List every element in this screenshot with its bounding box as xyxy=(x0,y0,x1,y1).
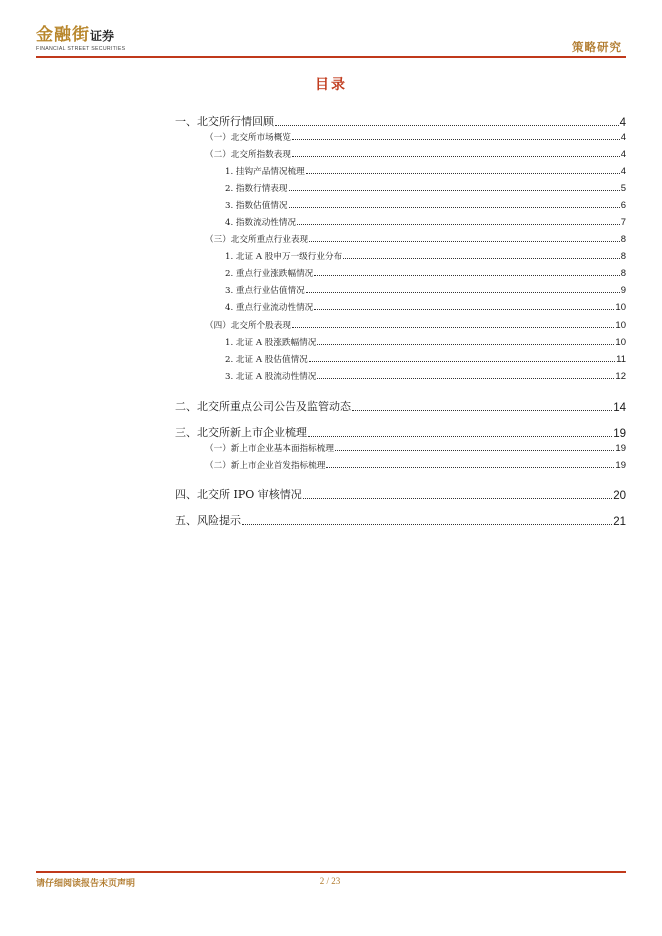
logo-cn-sub: 证券 xyxy=(90,29,115,43)
toc-leader-dots xyxy=(306,292,620,293)
toc-entry-page: 7 xyxy=(620,217,626,228)
toc-leader-dots xyxy=(335,450,615,451)
toc-entry[interactable] xyxy=(225,267,626,279)
toc-entry[interactable] xyxy=(225,182,626,194)
toc-entry-label: 1. 北证 A 股涨跌幅情况 xyxy=(225,338,317,348)
toc-entry-label: 2. 重点行业涨跌幅情况 xyxy=(225,269,314,279)
toc-leader-dots xyxy=(317,344,614,345)
toc-entry-page: 19 xyxy=(613,428,626,440)
toc-entry[interactable] xyxy=(225,336,626,348)
toc-entry[interactable] xyxy=(225,370,626,382)
toc-leader-dots xyxy=(306,173,620,174)
toc-entry-page: 4 xyxy=(620,149,626,160)
toc-entry[interactable] xyxy=(175,486,626,502)
toc-leader-dots xyxy=(303,498,612,499)
toc-entry-label: 3. 重点行业估值情况 xyxy=(225,286,305,296)
toc-entry-label: （四）北交所个股表现 xyxy=(205,321,291,331)
toc-entry-page: 21 xyxy=(613,516,626,528)
toc-entry[interactable] xyxy=(205,442,626,454)
toc-entry-label: （二）北交所指数表现 xyxy=(205,150,291,160)
toc-leader-dots xyxy=(308,436,612,437)
toc-entry-label: 4. 重点行业流动性情况 xyxy=(225,303,314,313)
page-indicator: 2 / 23 xyxy=(319,876,341,886)
toc-entry-label: （二）新上市企业首发指标梳理 xyxy=(205,461,326,471)
toc-entry[interactable] xyxy=(205,233,626,245)
toc-entry[interactable] xyxy=(225,199,626,211)
toc-entry-page: 11 xyxy=(616,354,626,365)
toc-entry-page: 10 xyxy=(615,337,626,348)
toc-entry[interactable] xyxy=(175,512,626,528)
toc-entry-label: 3. 指数估值情况 xyxy=(225,201,288,211)
toc-entry-page: 8 xyxy=(620,251,626,262)
toc-leader-dots xyxy=(292,327,614,328)
toc-entry-page: 12 xyxy=(615,371,626,382)
toc-entry-page: 8 xyxy=(620,268,626,279)
toc-entry-label: 1. 挂钩产品情况梳理 xyxy=(225,167,305,177)
toc-entry-page: 10 xyxy=(615,320,626,331)
toc-entry[interactable] xyxy=(205,148,626,160)
footer-divider xyxy=(36,871,626,873)
logo-cn-text: 金融街 xyxy=(36,25,90,45)
toc-entry-label: （一）新上市企业基本面指标梳理 xyxy=(205,444,334,454)
toc-entry-label: （一）北交所市场概览 xyxy=(205,133,291,143)
toc-leader-dots xyxy=(309,241,620,242)
toc-entry-page: 19 xyxy=(615,460,626,471)
toc-leader-dots xyxy=(292,139,620,140)
toc-leader-dots xyxy=(289,207,620,208)
toc-leader-dots xyxy=(242,524,612,525)
toc-entry-label: 3. 北证 A 股流动性情况 xyxy=(225,372,317,382)
toc-entry[interactable] xyxy=(175,398,626,414)
toc-entry-label: 2. 指数行情表现 xyxy=(225,184,288,194)
toc-entry[interactable] xyxy=(225,353,626,365)
footer-disclaimer: 请仔细阅读报告末页声明 xyxy=(36,879,136,889)
toc-entry[interactable] xyxy=(225,284,626,296)
toc-entry[interactable] xyxy=(205,131,626,143)
toc-entry-page: 8 xyxy=(620,234,626,245)
page-header xyxy=(0,0,662,62)
toc-entry[interactable] xyxy=(175,424,626,440)
toc-leader-dots xyxy=(352,410,612,411)
toc-entry-label: 一、北交所行情回顾 xyxy=(175,115,274,128)
toc-entry-label: （三）北交所重点行业表现 xyxy=(205,235,309,245)
logo-en-text: FINANCIAL STREET SECURITIES xyxy=(36,46,126,52)
toc-entry-label: 1. 北证 A 股申万一级行业分布 xyxy=(225,252,343,262)
toc-entry-page: 14 xyxy=(613,402,626,414)
toc-leader-dots xyxy=(314,309,614,310)
toc-entry-label: 4. 指数流动性情况 xyxy=(225,218,297,228)
toc-entry[interactable] xyxy=(225,165,626,177)
toc-entry-label: 二、北交所重点公司公告及监管动态 xyxy=(175,400,351,413)
toc-leader-dots xyxy=(309,361,615,362)
toc-leader-dots xyxy=(326,467,614,468)
toc-entry-page: 20 xyxy=(613,490,626,502)
header-divider xyxy=(36,56,626,58)
report-type-label: 策略研究 xyxy=(572,40,622,54)
toc-entry[interactable] xyxy=(225,216,626,228)
toc-leader-dots xyxy=(289,190,620,191)
toc-entry-page: 4 xyxy=(620,166,626,177)
toc-title: 目录 xyxy=(315,77,347,93)
toc-entry-page: 19 xyxy=(615,443,626,454)
toc-entry-page: 4 xyxy=(620,132,626,143)
toc-entry-label: 三、北交所新上市企业梳理 xyxy=(175,426,307,439)
toc-leader-dots xyxy=(343,258,620,259)
toc-leader-dots xyxy=(317,378,614,379)
toc-entry[interactable] xyxy=(205,319,626,331)
toc-entry-page: 5 xyxy=(620,183,626,194)
toc-entry[interactable] xyxy=(205,459,626,471)
toc-entry-label: 五、风险提示 xyxy=(175,514,241,527)
toc-entry-label: 2. 北证 A 股估值情况 xyxy=(225,355,308,365)
toc-entry-page: 9 xyxy=(620,285,626,296)
toc-leader-dots xyxy=(314,275,619,276)
toc-entry[interactable] xyxy=(225,301,626,313)
toc-entry-page: 4 xyxy=(619,117,626,129)
company-logo xyxy=(36,26,125,52)
toc-entry-page: 6 xyxy=(620,200,626,211)
toc-entry[interactable] xyxy=(175,113,626,129)
toc-leader-dots xyxy=(275,125,619,126)
toc-entry[interactable] xyxy=(225,250,626,262)
toc-leader-dots xyxy=(297,224,620,225)
toc-entry-label: 四、北交所 IPO 审核情况 xyxy=(175,488,302,501)
toc-entry-page: 10 xyxy=(615,302,626,313)
toc-leader-dots xyxy=(292,156,620,157)
